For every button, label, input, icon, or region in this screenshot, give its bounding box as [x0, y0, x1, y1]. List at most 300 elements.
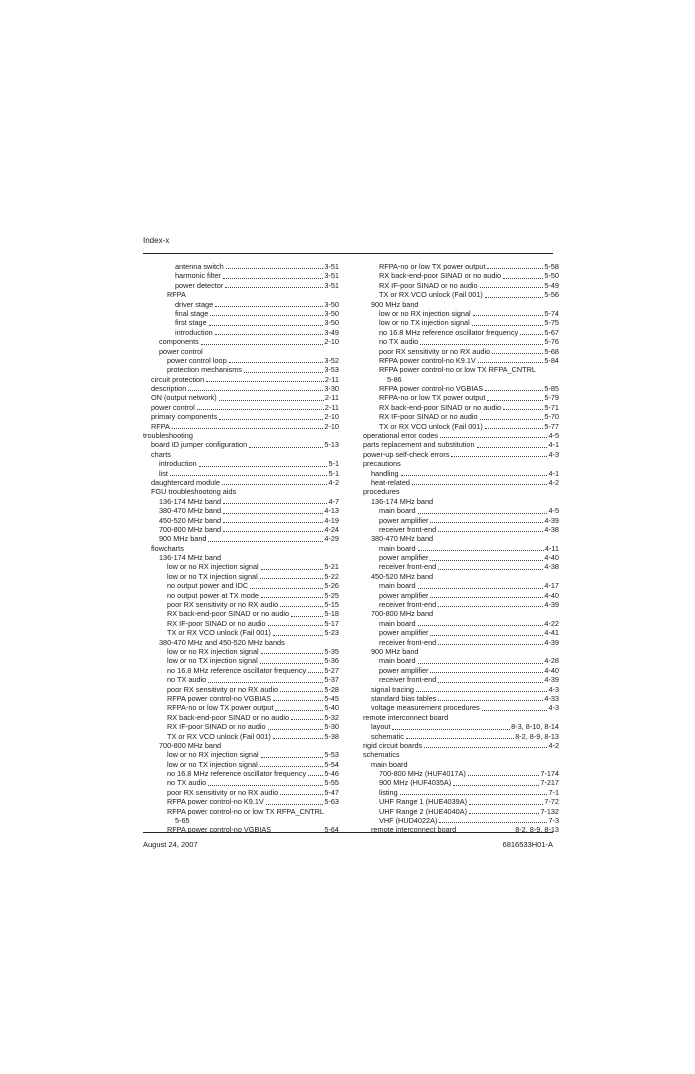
- dot-leader: [440, 437, 547, 438]
- index-entry-term: 700-800 MHz (HUF4017A): [379, 769, 466, 779]
- index-entry-page: 2-11: [324, 393, 339, 403]
- dot-leader: [223, 278, 324, 279]
- index-entry-term: 900 MHz band: [371, 299, 419, 309]
- index-entry-term: rigid circuit boards: [363, 740, 423, 750]
- index-entry-page: 3-52: [324, 355, 339, 365]
- index-entry-term: low or no RX injection signal: [379, 308, 471, 318]
- index-entry-term: power control loop: [167, 355, 227, 365]
- index-entry: [363, 581, 559, 590]
- index-entry-term: 450-520 MHz band: [159, 515, 222, 525]
- index-entry-term: main board: [379, 618, 416, 628]
- index-entry-page: 5-17: [324, 618, 339, 628]
- index-entry: [143, 525, 339, 534]
- index-entry: [363, 337, 559, 346]
- index-entry-page: 5-70: [544, 412, 559, 422]
- index-entry-term: power amplifier: [379, 553, 429, 563]
- dot-leader: [485, 297, 544, 298]
- index-entry-page: 5-50: [544, 271, 559, 281]
- index-entry: [363, 309, 559, 318]
- dot-leader: [430, 560, 543, 561]
- index-entry: [143, 563, 339, 572]
- index-entry: [143, 337, 339, 346]
- dot-leader: [223, 513, 323, 514]
- index-entry-term: power control: [151, 402, 195, 412]
- index-entry-page: 4-39: [544, 637, 559, 647]
- dot-leader: [430, 672, 543, 673]
- dot-leader: [280, 794, 323, 795]
- dot-leader: [430, 635, 543, 636]
- index-entry: [143, 647, 339, 656]
- index-entry-page: 5-40: [324, 703, 339, 713]
- dot-leader: [215, 306, 323, 307]
- index-entry-term: components: [159, 337, 199, 347]
- index-entry: [143, 497, 339, 506]
- dot-leader: [219, 400, 324, 401]
- index-entry-page: 4-3: [548, 703, 559, 713]
- dot-leader: [418, 663, 544, 664]
- index-entry-term: 380-470 MHz band: [159, 506, 222, 516]
- index-entry-page: 5-13: [324, 440, 339, 450]
- index-entry-page: 4-39: [544, 515, 559, 525]
- dot-leader: [392, 729, 510, 730]
- index-entry: [363, 703, 559, 712]
- index-entry-page: 5-37: [324, 675, 339, 685]
- index-entry-page: 5-18: [324, 609, 339, 619]
- index-entry: [143, 534, 339, 543]
- index-entry-page: 2-11: [324, 374, 339, 384]
- index-entry: [363, 497, 559, 506]
- dot-leader: [469, 813, 539, 814]
- index-entry: [363, 393, 559, 402]
- dot-leader: [209, 325, 324, 326]
- dot-leader: [219, 419, 323, 420]
- index-entry-page: 4-41: [544, 628, 559, 638]
- index-entry-term: RX IF-poor SINAD or no audio: [379, 280, 478, 290]
- index-entry-term: standard bias tables: [371, 693, 437, 703]
- index-entry-term: final stage: [175, 308, 209, 318]
- index-entry-term: charts: [151, 449, 171, 459]
- index-entry-term: RFPA power control-no or low TX RFPA_CNTRL: [167, 806, 324, 816]
- index-entry-term: voltage measurement procedures: [371, 703, 480, 713]
- index-entry: [363, 440, 559, 449]
- index-entry: [363, 750, 559, 759]
- index-entry: [363, 412, 559, 421]
- index-entry-term: power control: [159, 346, 203, 356]
- dot-leader: [260, 766, 324, 767]
- dot-leader: [308, 775, 323, 776]
- index-entry-page: 4-2: [328, 477, 339, 487]
- dot-leader: [439, 822, 547, 823]
- dot-leader: [280, 691, 323, 692]
- index-entry-term: power amplifier: [379, 665, 429, 675]
- index-entry-page-continued: 5-86: [387, 374, 402, 384]
- index-column-left: [143, 262, 339, 835]
- dot-leader: [503, 409, 543, 410]
- index-entry-term: 450-520 MHz band: [371, 571, 434, 581]
- index-entry-term: precautions: [363, 459, 401, 469]
- index-entry: [363, 525, 559, 534]
- index-entry-term: 700-800 MHz band: [371, 609, 434, 619]
- index-entry-page: 4-2: [548, 740, 559, 750]
- index-entry-term: TX or RX VCO unlock (Fail 001): [379, 421, 483, 431]
- index-entry-page: 5-26: [324, 581, 339, 591]
- index-entry-term: 380-470 MHz and 450-520 MHz bands: [159, 637, 285, 647]
- dot-leader: [430, 597, 543, 598]
- index-entry-term: low or no TX injection signal: [167, 656, 258, 666]
- index-entry-page: 8-3, 8-10, 8-14: [511, 722, 559, 732]
- index-entry: [143, 506, 339, 515]
- footer-doc-number: 6816533H01-A: [502, 840, 553, 849]
- index-entry-page: 5-32: [324, 712, 339, 722]
- index-entry: [143, 732, 339, 741]
- index-entry: [143, 309, 339, 318]
- index-entry-page: 5-30: [324, 722, 339, 732]
- index-entry-page: 5-23: [324, 628, 339, 638]
- index-entry: [363, 422, 559, 431]
- index-entry: [363, 328, 559, 337]
- dot-leader: [418, 513, 548, 514]
- index-entry-page: 4-13: [324, 506, 339, 516]
- index-entry-term: main board: [379, 656, 416, 666]
- index-entry-term: 900 MHz band: [371, 647, 419, 656]
- index-entry-term: 136-174 MHz band: [371, 496, 434, 506]
- dot-leader: [424, 747, 547, 748]
- index-entry-page: 5-75: [544, 318, 559, 328]
- index-entry-page: 5-28: [324, 684, 339, 694]
- index-entry: [363, 722, 559, 731]
- index-entry: [143, 656, 339, 665]
- index-entry: [143, 741, 339, 750]
- index-entry-term: poor RX sensitivity or no RX audio: [167, 600, 279, 610]
- index-entry-page: 4-39: [544, 600, 559, 610]
- index-entry: [143, 422, 339, 431]
- index-entry-page: 3-51: [324, 271, 339, 281]
- index-entry-page: 4-3: [548, 449, 559, 459]
- index-entry-term: flowcharts: [151, 543, 184, 553]
- index-entry-page: 5-25: [324, 590, 339, 600]
- index-entry-page: 5-22: [324, 571, 339, 581]
- index-entry-term: receiver front-end: [379, 600, 437, 610]
- index-entry-term: poor RX sensitivity or no RX audio: [167, 684, 279, 694]
- index-entry-page: 4-5: [548, 506, 559, 516]
- index-entry-page: 3-49: [324, 327, 339, 337]
- index-entry: [363, 797, 559, 806]
- index-entry: [143, 375, 339, 384]
- index-entry-term: primary components: [151, 412, 218, 422]
- dot-leader: [273, 635, 324, 636]
- index-entry-page: 4-24: [324, 524, 339, 534]
- index-entry-term: no TX audio: [167, 778, 207, 788]
- index-entry-term: 700-800 MHz band: [159, 740, 222, 750]
- footer-rule: [143, 832, 553, 833]
- index-entry-page: 5-55: [324, 778, 339, 788]
- footer-date: August 24, 2007: [143, 840, 198, 849]
- index-entry-page: 2-10: [324, 337, 339, 347]
- index-entry: [363, 365, 559, 374]
- index-entry-term: poor RX sensitivity or no RX audio: [379, 346, 491, 356]
- index-entry-term: RFPA-no or low TX power output: [167, 703, 274, 713]
- index-entry-page: 4-17: [544, 581, 559, 591]
- index-entry-page: 3-50: [324, 318, 339, 328]
- index-entry-term: power amplifier: [379, 628, 429, 638]
- index-entry: [363, 300, 559, 309]
- dot-leader: [208, 541, 323, 542]
- index-entry-page: 5-36: [324, 656, 339, 666]
- index-entry-term: 700-800 MHz band: [159, 524, 222, 534]
- index-entry-term: RFPA: [151, 421, 170, 431]
- index-entry-page: 4-11: [544, 543, 559, 553]
- index-entry-term: 380-470 MHz band: [371, 534, 434, 544]
- index-entry-term: harmonic filter: [175, 271, 221, 281]
- index-entry-page: 5-64: [324, 825, 339, 835]
- index-entry: [363, 675, 559, 684]
- index-entry-page: 4-38: [544, 524, 559, 534]
- index-entry-term: low or no RX injection signal: [167, 562, 259, 572]
- index-entry-term: RX back-end-poor SINAD or no audio: [379, 271, 502, 281]
- index-entry: [363, 544, 559, 553]
- dot-leader: [273, 700, 323, 701]
- index-entry-page: 4-1: [548, 440, 559, 450]
- dot-leader: [418, 588, 544, 589]
- dot-leader: [412, 484, 548, 485]
- dot-leader: [478, 362, 544, 363]
- dot-leader: [438, 606, 543, 607]
- index-entry-term: RFPA power control-no K9.1V: [167, 797, 264, 807]
- dot-leader: [273, 738, 324, 739]
- index-entry-term: schematics: [363, 750, 400, 760]
- index-entry-page: 5-63: [324, 797, 339, 807]
- index-entry-term: RX IF-poor SINAD or no audio: [379, 412, 478, 422]
- dot-leader: [225, 287, 323, 288]
- index-entry-page: 4-33: [544, 693, 559, 703]
- dot-leader: [416, 691, 547, 692]
- index-entry: [143, 393, 339, 402]
- dot-leader: [477, 447, 548, 448]
- index-entry: [363, 741, 559, 750]
- index-entry: [143, 581, 339, 590]
- index-entry-page: 5-1: [328, 468, 339, 478]
- index-entry: [143, 459, 339, 468]
- index-entry-term: board ID jumper configuration: [151, 440, 248, 450]
- index-entry-term: no 16.8 MHz reference oscillator frequency: [167, 769, 307, 779]
- dot-leader: [215, 334, 324, 335]
- index-entry-page: 4-19: [324, 515, 339, 525]
- dot-leader: [406, 738, 514, 739]
- dot-leader: [482, 710, 548, 711]
- index-entry-term: 900 MHz band: [159, 534, 207, 544]
- dot-leader: [401, 475, 548, 476]
- index-entry: [363, 563, 559, 572]
- dot-leader: [223, 531, 323, 532]
- index-entry: [143, 412, 339, 421]
- index-entry-page: 5-79: [544, 393, 559, 403]
- index-entry: [363, 459, 559, 468]
- dot-leader: [308, 672, 323, 673]
- dot-leader: [261, 757, 324, 758]
- index-entry-term: low or no TX injection signal: [167, 759, 258, 769]
- index-entry-page: 5-71: [544, 402, 559, 412]
- page-header-label: Index-x: [143, 236, 170, 245]
- index-entry: [143, 572, 339, 581]
- index-entry: [363, 281, 559, 290]
- index-entry-term: RFPA power control-no K9.1V: [379, 355, 476, 365]
- index-entry: [363, 807, 559, 816]
- index-entry-term: receiver front-end: [379, 562, 437, 572]
- index-entry-term: no output power and IDC: [167, 581, 249, 591]
- dot-leader: [201, 344, 324, 345]
- index-entry-term: low or no RX injection signal: [167, 750, 259, 760]
- index-entry-term: layout: [371, 722, 391, 732]
- index-entry: [143, 694, 339, 703]
- dot-leader: [266, 804, 324, 805]
- dot-leader: [480, 419, 544, 420]
- index-entry-page: 5-53: [324, 750, 339, 760]
- dot-leader: [438, 531, 543, 532]
- index-entry-term: 900 MHz (HUF4035A): [379, 778, 452, 788]
- index-entry: [363, 600, 559, 609]
- index-entry: [363, 816, 559, 825]
- index-entry: [143, 431, 339, 440]
- index-entry-term: procedures: [363, 487, 400, 497]
- index-entry: [143, 478, 339, 487]
- index-entry-page: 5-77: [544, 421, 559, 431]
- dot-leader: [249, 447, 323, 448]
- index-entry-term: signal tracing: [371, 684, 414, 694]
- index-entry: [363, 591, 559, 600]
- index-entry-term: main board: [379, 543, 416, 553]
- index-entry-term: no 16.8 MHz reference oscillator frequency: [379, 327, 519, 337]
- index-entry-page: 4-39: [544, 675, 559, 685]
- index-entry-term: power detector: [175, 280, 224, 290]
- dot-leader: [261, 597, 323, 598]
- dot-leader: [420, 344, 543, 345]
- dot-leader: [197, 409, 324, 410]
- index-entry: [143, 685, 339, 694]
- index-entry-term: TX or RX VCO unlock (Fail 001): [167, 731, 271, 741]
- index-entry-term: daughtercard module: [151, 477, 220, 487]
- dot-leader: [503, 278, 543, 279]
- index-entry-page: 5-45: [324, 693, 339, 703]
- index-entry-page: 4-38: [544, 562, 559, 572]
- index-entry: [143, 769, 339, 778]
- dot-leader: [487, 268, 543, 269]
- index-entry: [143, 591, 339, 600]
- dot-leader: [418, 625, 544, 626]
- index-entry-term: remote interconnect board: [363, 712, 449, 722]
- index-entry-term: no 16.8 MHz reference oscillator frequency: [167, 665, 307, 675]
- index-entry-term: low or no TX injection signal: [167, 571, 258, 581]
- dot-leader: [206, 381, 324, 382]
- index-entry-page: 2-10: [324, 412, 339, 422]
- dot-leader: [480, 287, 544, 288]
- index-entry-page: 5-76: [544, 337, 559, 347]
- index-entry: [363, 628, 559, 637]
- index-entry-term: RFPA-no or low TX power output: [379, 261, 486, 271]
- index-entry: [363, 347, 559, 356]
- index-entry: [143, 487, 339, 496]
- index-entry-page: 3-30: [324, 384, 339, 394]
- index-entry: [143, 318, 339, 327]
- index-entry-page: 7-72: [544, 797, 559, 807]
- index-entry: [143, 722, 339, 731]
- index-entry-page: 3-50: [324, 308, 339, 318]
- index-entry: [363, 356, 559, 365]
- index-entry-term: remote interconnect board: [371, 825, 457, 835]
- index-entry: [143, 609, 339, 618]
- index-entry: [143, 628, 339, 637]
- dot-leader: [487, 400, 543, 401]
- dot-leader: [199, 466, 328, 467]
- index-entry-page: 4-40: [544, 553, 559, 563]
- index-entry-term: RFPA: [167, 290, 186, 300]
- index-entry-page: 5-67: [544, 327, 559, 337]
- index-entry-page: 8-2, 8-9, 8-13: [515, 825, 559, 835]
- index-entry: [143, 600, 339, 609]
- index-entry-page: 5-85: [544, 384, 559, 394]
- dot-leader: [208, 682, 323, 683]
- dot-leader: [430, 522, 543, 523]
- index-entry: [143, 638, 339, 647]
- index-entry-term: operational error codes: [363, 431, 439, 441]
- index-entry-term: list: [159, 468, 168, 478]
- dot-leader: [210, 315, 323, 316]
- index-entry-term: RFPA-no or low TX power output: [379, 393, 486, 403]
- index-entry: [363, 732, 559, 741]
- index-entry-term: listing: [379, 787, 398, 797]
- index-entry-term: main board: [379, 581, 416, 591]
- index-entry: [363, 609, 559, 618]
- index-entry-page: 4-29: [324, 534, 339, 544]
- index-entry-page: 4-28: [544, 656, 559, 666]
- index-entry: [363, 516, 559, 525]
- index-entry-term: RFPA power control-no VGBIAS: [167, 693, 272, 703]
- index-entry-term: troubleshooting: [143, 431, 193, 441]
- index-entry: [363, 384, 559, 393]
- index-entry-page: 5-35: [324, 647, 339, 656]
- index-entry: [363, 760, 559, 769]
- dot-leader: [438, 569, 543, 570]
- index-entry: [363, 506, 559, 515]
- dot-leader: [485, 428, 544, 429]
- index-entry-term: low or no TX injection signal: [379, 318, 470, 328]
- index-entry: [363, 262, 559, 271]
- index-entry: [363, 469, 559, 478]
- index-entry-page: 3-53: [324, 365, 339, 375]
- dot-leader: [468, 775, 540, 776]
- index-entry: [143, 713, 339, 722]
- dot-leader: [492, 353, 543, 354]
- index-entry: [143, 384, 339, 393]
- index-entry: [363, 769, 559, 778]
- index-entry-page-continued: 5-65: [175, 816, 190, 826]
- index-entry-page: 7-3: [548, 816, 559, 826]
- index-entry-page: 4-7: [328, 496, 339, 506]
- index-entry-term: RX back-end-poor SINAD or no audio: [167, 712, 290, 722]
- index-entry-term: RX back-end-poor SINAD or no audio: [167, 609, 290, 619]
- index-entry: [363, 290, 559, 299]
- index-entry-term: FGU troubleshootong aids: [151, 487, 237, 497]
- dot-leader: [418, 550, 544, 551]
- index-entry-page: 7-1: [548, 787, 559, 797]
- dot-leader: [268, 729, 324, 730]
- index-entry-term: introduction: [159, 459, 197, 469]
- index-entry: [363, 403, 559, 412]
- dot-leader: [261, 569, 324, 570]
- dot-leader: [291, 616, 323, 617]
- index-entry-term: 136-174 MHz band: [159, 496, 222, 506]
- index-entry: [143, 516, 339, 525]
- index-entry: [363, 271, 559, 280]
